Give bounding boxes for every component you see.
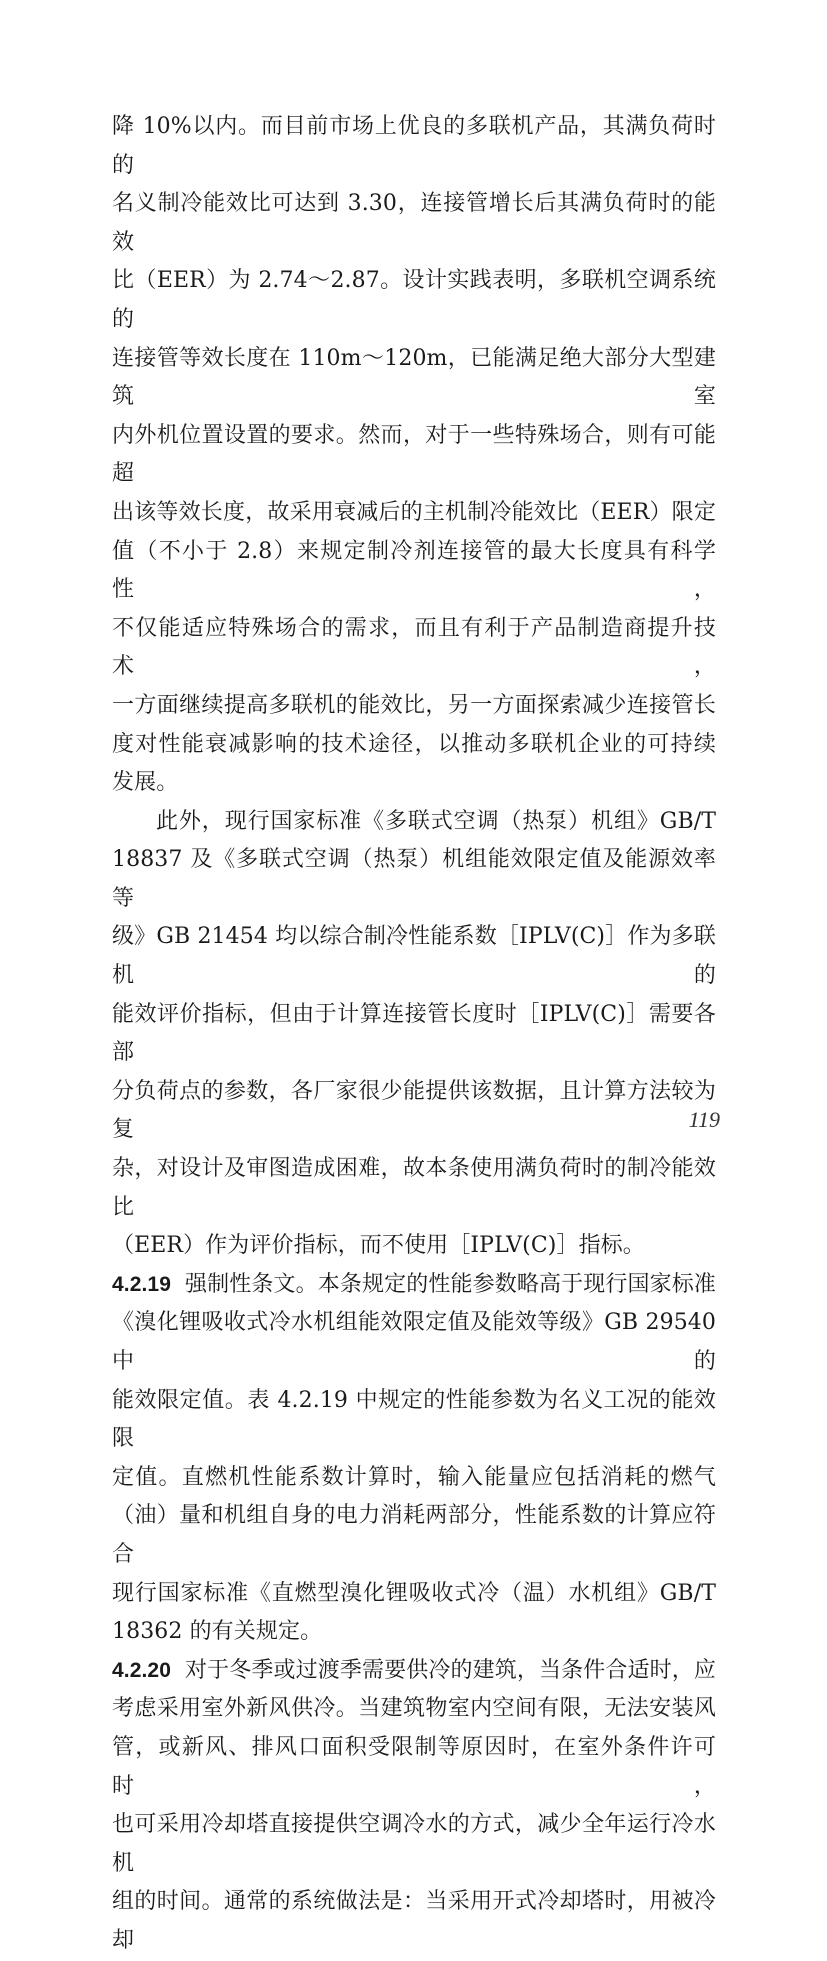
- text-line: 考虑采用室外新风供冷。当建筑物室内空间有限，无法安装风: [112, 1696, 716, 1722]
- text-line: 分负荷点的参数，各厂家很少能提供该数据，且计算方法较为复: [112, 1078, 716, 1143]
- text-line: 也可采用冷却塔直接提供空调冷水的方式，减少全年运行冷水机: [112, 1812, 716, 1876]
- clause-4-2-19: [112, 1266, 716, 1652]
- text-line: 定值。直燃机性能系数计算时，输入能量应包括消耗的燃气: [112, 1464, 716, 1490]
- text-line: 名义制冷能效比可达到 3.30，连接管增长后其满负荷时的能效: [112, 191, 716, 255]
- text-line: 值（不小于 2.8）来规定制冷剂连接管的最大长度具有科学性，: [112, 538, 716, 603]
- text-line: 18837 及《多联式空调（热泵）机组能效限定值及能源效率等: [112, 847, 716, 911]
- section-number: 4.2.19: [112, 1272, 171, 1296]
- text-line: 级》GB 21454 均以综合制冷性能系数［IPLV(C)］作为多联机的: [112, 924, 716, 989]
- text-line: 内外机位置设置的要求。然而，对于一些特殊场合，则有可能超: [112, 422, 716, 487]
- text-line: 此外，现行国家标准《多联式空调（热泵）机组》GB/T: [156, 808, 716, 834]
- text-line: 《溴化锂吸收式冷水机组能效限定值及能效等级》GB 29540 中的: [112, 1310, 716, 1374]
- text-span: 强制性条文。本条规定的性能参数略高于现行国家标准: [185, 1271, 716, 1297]
- clause-4-2-20: [112, 1652, 716, 1961]
- text-span: 对于冬季或过渡季需要供冷的建筑，当条件合适时，应: [185, 1657, 716, 1683]
- text-line: 发展。: [112, 770, 179, 796]
- section-number: 4.2.20: [112, 1658, 171, 1682]
- text-line: 管，或新风、排风口面积受限制等原因时，在室外条件许可时，: [112, 1734, 716, 1799]
- body-text: [112, 108, 716, 1961]
- text-line: 现行国家标准《直燃型溴化锂吸收式冷（温）水机组》GB/T: [112, 1580, 716, 1606]
- text-line: 比（EER）为 2.74～2.87。设计实践表明，多联机空调系统的: [112, 268, 716, 332]
- page-number: 119: [688, 1107, 720, 1132]
- paragraph-2: [112, 803, 716, 1266]
- text-line: [112, 1652, 716, 1691]
- text-line: （EER）作为评价指标，而不使用［IPLV(C)］指标。: [112, 1233, 645, 1259]
- text-line: 降 10%以内。而目前市场上优良的多联机产品，其满负荷时的: [112, 114, 716, 178]
- text-line: 出该等效长度，故采用衰减后的主机制冷能效比（EER）限定: [112, 499, 716, 525]
- text-line: 连接管等效长度在 110m～120m，已能满足绝大部分大型建筑室: [112, 345, 716, 410]
- text-line: 组的时间。通常的系统做法是：当采用开式冷却塔时，用被冷却: [112, 1889, 716, 1953]
- text-line: 度对性能衰减影响的技术途径，以推动多联机企业的可持续: [112, 731, 716, 757]
- text-line: 不仅能适应特殊场合的需求，而且有利于产品制造商提升技术，: [112, 615, 716, 680]
- text-line: 杂，对设计及审图造成困难，故本条使用满负荷时的制冷能效比: [112, 1156, 716, 1220]
- text-line: 一方面继续提高多联机的能效比，另一方面探索减少连接管长: [112, 692, 716, 718]
- text-line: （油）量和机组自身的电力消耗两部分，性能系数的计算应符合: [112, 1503, 716, 1567]
- text-line: 能效限定值。表 4.2.19 中规定的性能参数为名义工况的能效限: [112, 1387, 716, 1452]
- text-line: 18362 的有关规定。: [112, 1619, 323, 1645]
- text-line: 能效评价指标，但由于计算连接管长度时［IPLV(C)］需要各部: [112, 1001, 716, 1066]
- paragraph-1: [112, 108, 716, 803]
- text-line: [112, 1266, 716, 1305]
